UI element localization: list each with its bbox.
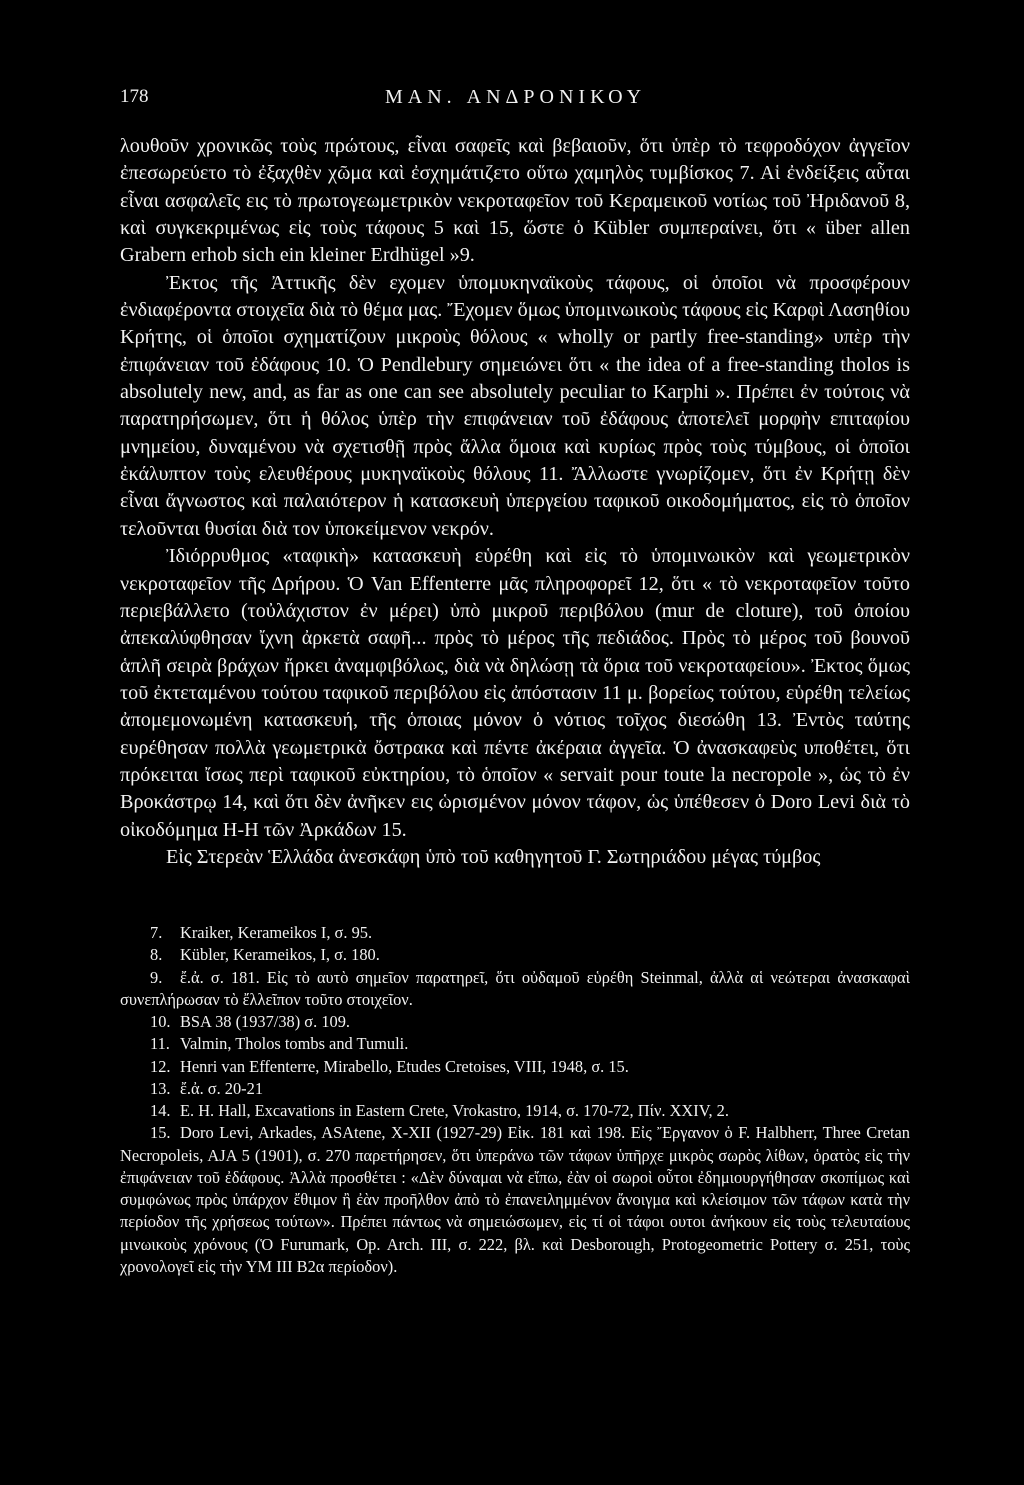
footnote-text: Kübler, Kerameikos, I, σ. 180. bbox=[180, 945, 380, 965]
footnote bbox=[120, 944, 910, 966]
footnote-text: Henri van Effenterre, Mirabello, Etudes Cretoises, VIII, 1948, σ. 15. bbox=[180, 1056, 629, 1076]
footnote-number: 13. bbox=[150, 1078, 171, 1098]
footnote bbox=[120, 1011, 910, 1033]
footnote-text: ἔ.ἀ. σ. 181. Εἰς τὸ αυτὸ σημεῖον παρατηρεῖ, ὅτι οὐδαμοῦ εὑρέθη Steinmal, ἀλλὰ αἱ νεώτεραι ἀνασκαφαὶ συνεπλήρωσαν τὸ ἔλλεῖπον τοῦτο στοιχεῖον. bbox=[120, 967, 910, 1009]
footnote-number: 12. bbox=[150, 1056, 171, 1076]
page-header bbox=[120, 86, 910, 116]
paragraph-4: Εἰς Στερεὰν Ἑλλάδα ἀνεσκάφη ὑπὸ τοῦ καθηγητοῦ Γ. Σωτηριάδου μέγας τύμβος bbox=[166, 845, 821, 868]
footnote bbox=[120, 1122, 910, 1278]
paragraph-1: λουθοῦν χρονικῶς τοὺς πρώτους, εἶναι σαφεῖς καὶ βεβαιοῦν, ὅτι ὑπὲρ τὸ τεφροδόχον ἀγγεῖον ἐπεσωρεύετο τὸ ἐξαχθὲν χῶμα καὶ ἐσχημάτιζετο οὕτω χαμηλὸς τυμβίσκος 7. Αἱ ἐνδείξεις αὗται εἶναι ασφαλεῖς εις τὸ πρωτογεωμετρικὸν νεκροταφεῖον τοῦ Κεραμεικοῦ νοτίως τοῦ Ἠριδανοῦ 8, καὶ συγκεκριμένως εἰς τοὺς τάφους 5 καὶ 15, ὥστε ὁ Kübler συμπεραίνει, ὅτι « über allen Grabern erhob sich ein kleiner Erdhügel »9. bbox=[120, 135, 910, 267]
footnote bbox=[120, 967, 910, 1012]
footnote-number: 10. bbox=[150, 1012, 171, 1031]
running-head: MAN. ΑΝΔΡΟΝΙΚΟΥ bbox=[385, 86, 647, 108]
footnote-number: 8. bbox=[150, 945, 163, 965]
footnote-text: BSA 38 (1937/38) σ. 109. bbox=[180, 1012, 351, 1031]
body-text bbox=[120, 133, 910, 871]
footnote-number: 14. bbox=[150, 1101, 171, 1120]
page-number: 178 bbox=[120, 86, 149, 107]
footnote bbox=[120, 922, 910, 944]
footnotes bbox=[120, 922, 910, 1278]
footnote-text: Doro Levi, Arkades, ASAtene, X-XII (1927-29) Εἰκ. 181 καὶ 198. Εἰς Ἔργανον ὁ F. Halbherr, Three Cretan Necropoleis, AJA 5 (1901), σ. 270 παρετήρησεν, ὅτι ὑπεράνω τῶν τάφων ὑπῆρχε μικρὸς σωρὸς λίθων, ὁρατὸς εἰς τὴν ἐπιφάνειαν τοῦ ἐδάφους. Ἀλλὰ προσθέτει : «Δὲν δύναμαι νὰ εἴπω, ἐὰν οἱ σωροὶ οὗτοι ἐδημιουργήθησαν σκοπίμως καὶ συμφώνως πρὸς ὑπάρχον ἔθιμον ἢ ἐὰν προῆλθον ἀπὸ τὸ ἐπανειλημμένον ἄνοιγμα καὶ κλείσιμον τῶν τάφων κατὰ τὴν περίοδον τῆς χρήσεως τούτων». Πρέπει πάντως νὰ σημειώσωμεν, εἰς τί οἱ τάφοι ουτοι ἀνήκουν εἰς τοὺς τελευταίους μινωικοὺς χρόνους (Ὁ Furumark, Op. Arch. III, σ. 222, βλ. καὶ Desborough, Protogeometric Pottery σ. 251, τοὺς χρονολογεῖ εἰς τὴν ΥΜ ΙΙΙ Β2α περίοδον). bbox=[120, 1123, 910, 1276]
footnote-text: ἔ.ἀ. σ. 20-21 bbox=[180, 1078, 264, 1098]
paragraph-3: Ἰδιόρρυθμος «ταφικὴ» κατασκευὴ εὑρέθη καὶ εἰς τὸ ὑπομινωικὸν καὶ γεωμετρικὸν νεκροταφεῖον τῆς Δρήρου. Ὁ Van Effenterre μᾶς πληροφορεῖ 12, ὅτι « τὸ νεκροταφεῖον τοῦτο περιεβάλλετο (τοὐλάχιστον ἐν μέρει) ὑπὸ μικροῦ περιβόλου (mur de cloture), τοῦ ὁποίου ἀπεκαλύφθησαν ἴχνη ἀρκετὰ σαφῆ... πρὸς τὸ μέρος τῆς πεδιάδος. Πρὸς τὸ μέρος τοῦ βουνοῦ ἁπλῆ σειρὰ βράχων ἤρκει ἀναμφιβόλως, διὰ νὰ δηλώσῃ τὰ ὅρια τοῦ νεκροταφείου». Ἐκτος ὅμως τοῦ ἐκτεταμένου τούτου ταφικοῦ περιβόλου εἰς ἀπόστασιν 11 μ. βορείως τούτου, εὑρέθη τελείως ἀπομεμονωμένη κατασκευή, τῆς ὁποιας μόνον ὁ νότιος τοῖχος διεσώθη 13. Ἐντὸς ταύτης ευρέθησαν πολλὰ γεωμετρικὰ ὄστρακα καὶ πέντε ἀκέραια ἀγγεῖα. Ὁ ἀνασκαφεὺς υποθέτει, ὅτι πρόκειται ἴσως περὶ ταφικοῦ εὐκτηρίου, τὸ ὁποῖον « servait pour toute la necropole », ὡς τὸ ἐν Βροκάστρῳ 14, καὶ ὅτι δὲν ἀνῆκεν εις ὡρισμένον μόνον τάφον, ὡς ὑπέθεσεν ὁ Doro Levi διὰ τὸ οἰκοδόμημα Η-Η τῶν Ἀρκάδων 15. bbox=[120, 545, 910, 841]
footnote-number: 9. bbox=[150, 967, 163, 987]
footnote-number: 11. bbox=[150, 1034, 170, 1054]
footnote-number: 7. bbox=[150, 923, 163, 942]
footnote bbox=[120, 1056, 910, 1078]
footnote-text: E. H. Hall, Excavations in Eastern Crete, Vrokastro, 1914, σ. 170-72, Πίν. XXIV, 2. bbox=[180, 1101, 729, 1120]
footnote bbox=[120, 1100, 910, 1122]
paragraph-2: Ἐκτος τῆς Ἀττικῆς δὲν εχομεν ὑπομυκηναϊκοὺς τάφους, οἱ ὁποῖοι νὰ προσφέρουν ἐνδιαφέροντα στοιχεῖα διὰ τὸ θέμα μας. Ἔχομεν ὅμως ὑπομινωικοὺς τάφους εἰς Καρφὶ Λασηθίου Κρήτης, οἱ ὁποῖοι σχηματίζουν μικροὺς θόλους « wholly or partly free-standing» υπὲρ τὴν ἐπιφάνειαν τοῦ ἐδάφους 10. Ὁ Pendlebury σημειώνει ὅτι « the idea of a free-standing tholos is absolutely new, and, as far as one can see absolutely peculiar to Karphi ». Πρέπει ἐν τούτοις νὰ παρατηρήσωμεν, ὅτι ἡ θόλος ὑπὲρ τὴν επιφάνειαν τοῦ ἐδάφους ἀποτελεῖ μορφὴν επιταφίου μνημείου, δυναμένου νὰ σχετισθῇ πρὸς ἄλλα ὅμοια καὶ κυρίως πρὸς τοὺς τύμβους, οἱ ὁποῖοι ἐκάλυπτον τοὺς ελευθέρους μυκηναϊκοὺς θόλους 11. Ἄλλωστε γνωρίζομεν, ὅτι ἐν Κρήτῃ δὲν εἶναι ἄγνωστος καὶ παλαιότερον ἡ κατασκευὴ ὑπεργείου ταφικοῦ οικοδομήματος, εἰς τὸ ὁποῖον τελοῦνται θυσίαι διὰ τον ὑποκείμενον νεκρόν. bbox=[120, 271, 910, 540]
footnote-text: Valmin, Tholos tombs and Tumuli. bbox=[180, 1034, 409, 1054]
footnote bbox=[120, 1033, 910, 1055]
footnote bbox=[120, 1078, 910, 1100]
footnote-number: 15. bbox=[150, 1123, 171, 1143]
footnote-text: Kraiker, Kerameikos I, σ. 95. bbox=[180, 923, 373, 942]
